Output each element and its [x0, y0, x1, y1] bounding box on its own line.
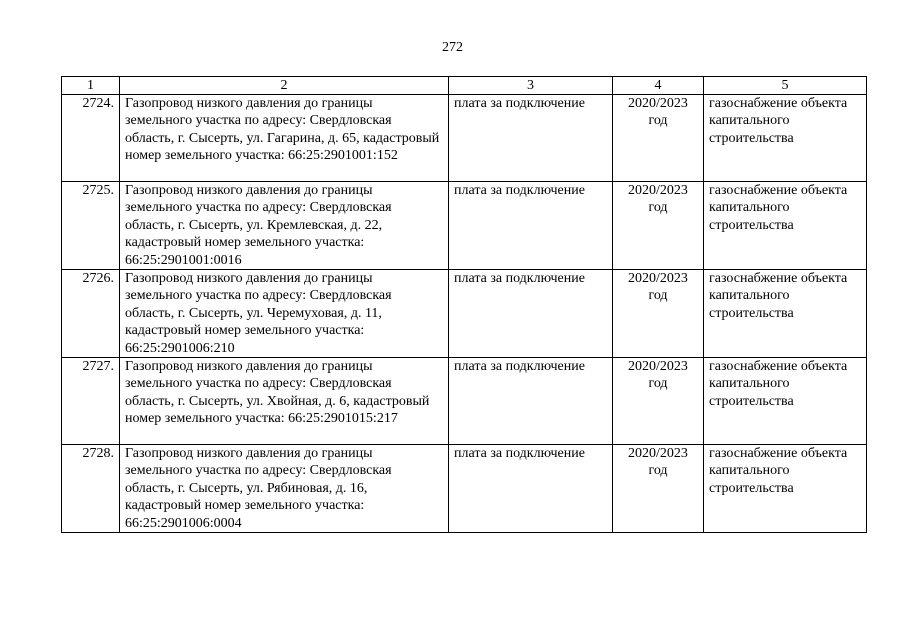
table-row	[62, 95, 867, 182]
term-period: 2020/2023 год	[613, 95, 704, 182]
purpose: газоснабжение объекта капитального строительства	[704, 270, 867, 358]
row-number: 2724.	[62, 95, 120, 182]
connection-type: плата за подключение	[449, 445, 613, 533]
column-header: 1	[62, 77, 120, 95]
column-header: 4	[613, 77, 704, 95]
purpose: газоснабжение объекта капитального строительства	[704, 182, 867, 270]
term-period: 2020/2023 год	[613, 445, 704, 533]
table-row	[62, 270, 867, 358]
connection-type: плата за подключение	[449, 95, 613, 182]
term-period: 2020/2023 год	[613, 182, 704, 270]
object-name: Газопровод низкого давления до границы земельного участка по адресу: Свердловская область, г. Сысерть, ул. Черемуховая, д. 11, кадастровый номер земельного участка: 66:25:2901006:210	[120, 270, 449, 358]
column-header: 2	[120, 77, 449, 95]
table-row	[62, 358, 867, 445]
object-name: Газопровод низкого давления до границы земельного участка по адресу: Свердловская область, г. Сысерть, ул. Кремлевская, д. 22, кадастровый номер земельного участка: 66:25:2901001:0016	[120, 182, 449, 270]
term-period: 2020/2023 год	[613, 270, 704, 358]
row-number: 2728.	[62, 445, 120, 533]
connection-type: плата за подключение	[449, 270, 613, 358]
column-header: 3	[449, 77, 613, 95]
object-name: Газопровод низкого давления до границы земельного участка по адресу: Свердловская область, г. Сысерть, ул. Гагарина, д. 65, кадастровый номер земельного участка: 66:25:2901001:152	[120, 95, 449, 182]
purpose: газоснабжение объекта капитального строительства	[704, 95, 867, 182]
row-number: 2725.	[62, 182, 120, 270]
object-name: Газопровод низкого давления до границы земельного участка по адресу: Свердловская область, г. Сысерть, ул. Хвойная, д. 6, кадастровый номер земельного участка: 66:25:2901015:217	[120, 358, 449, 445]
term-period: 2020/2023 год	[613, 358, 704, 445]
document-table	[61, 76, 867, 533]
table-row	[62, 182, 867, 270]
purpose: газоснабжение объекта капитального строительства	[704, 445, 867, 533]
connection-type: плата за подключение	[449, 182, 613, 270]
purpose: газоснабжение объекта капитального строительства	[704, 358, 867, 445]
table-header-row	[62, 77, 867, 95]
row-number: 2726.	[62, 270, 120, 358]
column-header: 5	[704, 77, 867, 95]
row-number: 2727.	[62, 358, 120, 445]
object-name: Газопровод низкого давления до границы земельного участка по адресу: Свердловская область, г. Сысерть, ул. Рябиновая, д. 16, кадастровый номер земельного участка: 66:25:2901006:0004	[120, 445, 449, 533]
page-number: 272	[442, 40, 463, 55]
connection-type: плата за подключение	[449, 358, 613, 445]
table-row	[62, 445, 867, 533]
